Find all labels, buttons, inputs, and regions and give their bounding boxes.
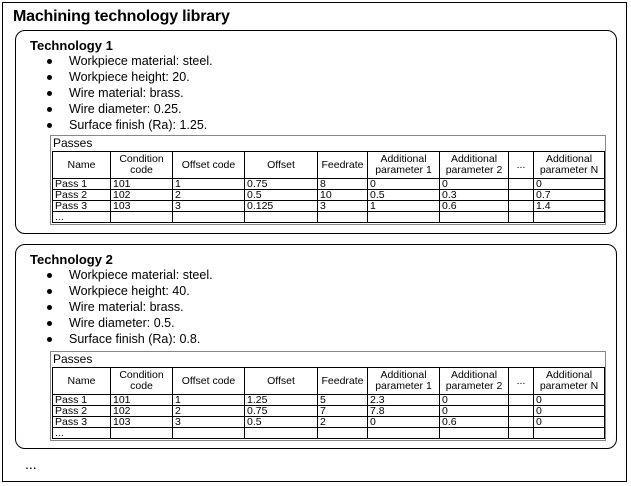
table-cell: [318, 212, 368, 223]
table-cell: 0.7: [534, 190, 605, 201]
table-cell: 0: [368, 417, 440, 428]
technology-title: Technology 1: [30, 38, 113, 53]
table-cell: 101: [111, 395, 173, 406]
table-cell: 2: [173, 406, 245, 417]
table-cell: 0: [534, 179, 605, 190]
table-cell: 0: [534, 395, 605, 406]
table-cell: [111, 428, 173, 439]
table-cell: [509, 201, 534, 212]
table-cell: 0.75: [245, 179, 318, 190]
table-cell: 0.5: [245, 417, 318, 428]
table-cell: 2: [173, 190, 245, 201]
table-cell: 0.5: [368, 190, 440, 201]
table-cell: [173, 212, 245, 223]
table-cell: 103: [111, 201, 173, 212]
table-cell: 0: [368, 179, 440, 190]
table-cell: ...: [53, 428, 111, 439]
column-header: Additional parameter N: [534, 152, 605, 179]
table-cell: 0.75: [245, 406, 318, 417]
table-row: [53, 428, 605, 439]
library-frame: [2, 2, 627, 482]
table-cell: 2: [318, 417, 368, 428]
table-cell: [440, 212, 509, 223]
table-cell: [245, 212, 318, 223]
table-cell: 0: [440, 406, 509, 417]
table-cell: 3: [173, 417, 245, 428]
property-item: Workpiece material: steel.: [41, 267, 213, 283]
table-cell: [440, 428, 509, 439]
table-row: [53, 395, 605, 406]
table-cell: 0: [440, 395, 509, 406]
table-cell: 0.3: [440, 190, 509, 201]
column-header: Additional parameter 1: [368, 152, 440, 179]
table-cell: 102: [111, 190, 173, 201]
column-header: Offset code: [173, 152, 245, 179]
column-header: Additional parameter 2: [440, 152, 509, 179]
table-cell: ...: [53, 212, 111, 223]
column-header: Feedrate: [318, 368, 368, 395]
property-item: Workpiece height: 40.: [41, 283, 213, 299]
property-item: Surface finish (Ra): 0.8.: [41, 331, 213, 347]
passes-label: Passes: [53, 136, 93, 150]
property-item: Wire material: brass.: [41, 299, 213, 315]
table-cell: [509, 395, 534, 406]
column-header: Condition code: [111, 368, 173, 395]
library-title: Machining technology library: [13, 8, 230, 25]
column-header: Name: [53, 152, 111, 179]
table-cell: 1.25: [245, 395, 318, 406]
passes-box: [50, 351, 606, 441]
table-cell: Pass 2: [53, 406, 111, 417]
table-row: [53, 201, 605, 212]
column-header: Name: [53, 368, 111, 395]
table-cell: 1: [173, 395, 245, 406]
table-row: [53, 190, 605, 201]
table-cell: Pass 1: [53, 179, 111, 190]
table-cell: Pass 3: [53, 201, 111, 212]
table-cell: [509, 428, 534, 439]
table-cell: 5: [318, 395, 368, 406]
table-cell: [173, 428, 245, 439]
table-cell: 0.125: [245, 201, 318, 212]
table-cell: 0.6: [440, 417, 509, 428]
table-cell: [534, 428, 605, 439]
table-cell: 1: [368, 201, 440, 212]
column-header: Feedrate: [318, 152, 368, 179]
table-cell: Pass 2: [53, 190, 111, 201]
table-cell: [509, 179, 534, 190]
technology-card-2: [15, 244, 617, 449]
table-cell: 103: [111, 417, 173, 428]
table-cell: 0: [534, 417, 605, 428]
column-header: Additional parameter N: [534, 368, 605, 395]
passes-label: Passes: [53, 352, 93, 366]
property-list: [41, 53, 213, 133]
table-cell: 101: [111, 179, 173, 190]
table-cell: [111, 212, 173, 223]
column-header: ...: [509, 368, 534, 395]
table-cell: 7.8: [368, 406, 440, 417]
property-item: Workpiece material: steel.: [41, 53, 213, 69]
property-item: Wire material: brass.: [41, 85, 213, 101]
table-cell: [318, 428, 368, 439]
column-header: Condition code: [111, 152, 173, 179]
table-cell: [509, 406, 534, 417]
property-list: [41, 267, 213, 347]
table-cell: [509, 212, 534, 223]
property-item: Surface finish (Ra): 1.25.: [41, 117, 213, 133]
more-technologies-ellipsis: ...: [25, 456, 37, 472]
table-cell: [509, 190, 534, 201]
table-cell: 2.3: [368, 395, 440, 406]
table-cell: 8: [318, 179, 368, 190]
table-cell: 10: [318, 190, 368, 201]
property-item: Wire diameter: 0.5.: [41, 315, 213, 331]
table-cell: 102: [111, 406, 173, 417]
table-row: [53, 212, 605, 223]
table-cell: 3: [318, 201, 368, 212]
passes-table: [52, 367, 605, 439]
passes-table: [52, 151, 605, 223]
table-row: [53, 406, 605, 417]
property-item: Wire diameter: 0.25.: [41, 101, 213, 117]
column-header: Additional parameter 2: [440, 368, 509, 395]
technology-card-1: [15, 30, 617, 234]
table-cell: 1.4: [534, 201, 605, 212]
table-cell: 3: [173, 201, 245, 212]
table-cell: 0: [534, 406, 605, 417]
table-cell: 0.6: [440, 201, 509, 212]
table-cell: 7: [318, 406, 368, 417]
column-header: Additional parameter 1: [368, 368, 440, 395]
technology-title: Technology 2: [30, 252, 113, 267]
column-header: Offset code: [173, 368, 245, 395]
table-cell: [534, 212, 605, 223]
column-header: Offset: [245, 152, 318, 179]
table-cell: 0.5: [245, 190, 318, 201]
passes-box: [50, 135, 606, 225]
table-cell: [245, 428, 318, 439]
table-row: [53, 417, 605, 428]
property-item: Workpiece height: 20.: [41, 69, 213, 85]
table-cell: 0: [440, 179, 509, 190]
table-row: [53, 179, 605, 190]
table-cell: Pass 3: [53, 417, 111, 428]
table-cell: [368, 428, 440, 439]
table-cell: Pass 1: [53, 395, 111, 406]
column-header: Offset: [245, 368, 318, 395]
table-cell: [368, 212, 440, 223]
table-cell: 1: [173, 179, 245, 190]
column-header: ...: [509, 152, 534, 179]
table-cell: [509, 417, 534, 428]
